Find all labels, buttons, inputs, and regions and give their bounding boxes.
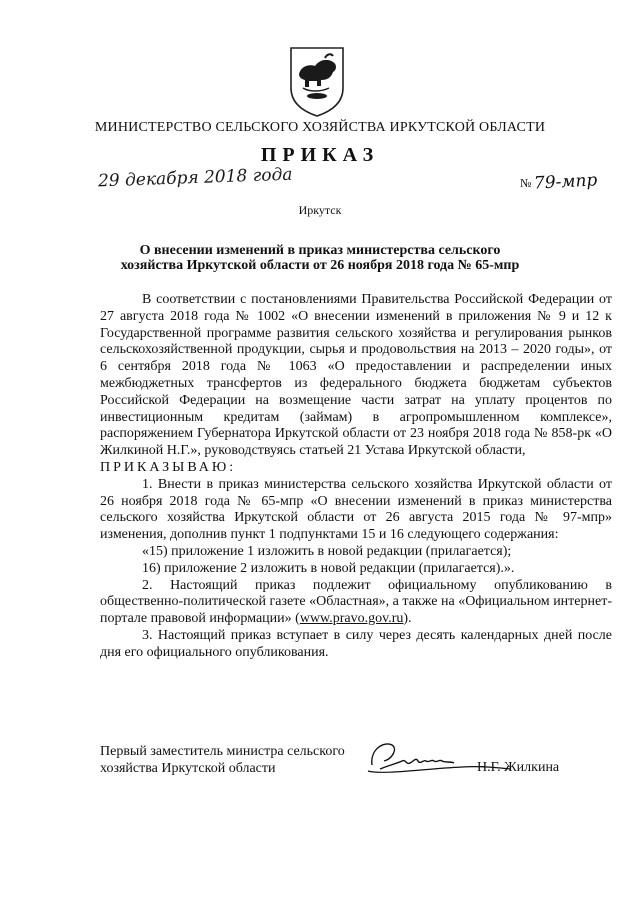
ministry-name: МИНИСТЕРСТВО СЕЛЬСКОГО ХОЗЯЙСТВА ИРКУТСКОЙ ОБЛАСТИ — [94, 120, 546, 135]
item-2-paragraph — [100, 578, 612, 628]
item-2-end: ). — [403, 611, 412, 627]
pravo-gov-link[interactable]: www.pravo.gov.ru — [299, 611, 404, 627]
subitem-16: 16) приложение 2 изложить в новой редакции (прилагается).». — [142, 560, 515, 576]
order-number — [520, 172, 598, 192]
subitem-15: «15) приложение 1 изложить в новой редакции (прилагается); — [142, 543, 512, 559]
position-line-2: хозяйства Иркутской области — [100, 761, 276, 776]
position-line-1: Первый заместитель министра сельского — [100, 744, 345, 759]
handwritten-date: 29 декабря 2018 года — [97, 164, 293, 192]
handwritten-number: 79-мпр — [533, 170, 599, 194]
preamble-paragraph: В соответствии с постановлениями Правительства Российской Федерации от 27 августа 2018 года № 1002 «О внесении изменений в приложения № 9 и 12 к Государственной программе развития сельского хозяйства и регулирования рынков сельскохозяйственной продукции, сырья и продовольствия на 2013 – 2020 годы», от 6 сентября 2018 года № 1063 «О предоставлении и распределении иных межбюджетных трансфертов из федерального бюджета бюджетам субъектов Российской Федерации на возмещение части затрат на уплату процентов по инвестиционным кредитам (займам) в агропромышленном комплексе», распоряжением Губернатора Иркутской области от 23 ноября 2018 года № 858-рк «О Жилкиной Н.Г.», руководствуясь статьей 21 Устава Иркутской области, — [100, 292, 612, 459]
item-1-paragraph: 1. Внести в приказ министерства сельского хозяйства Иркутской области от 26 ноября 2018 года № 65-мпр «О внесении изменений в приказ министерства сельского хозяйства Иркутской области от 26 августа 2015 года № 97-мпр» изменения, дополнив пункт 1 подпунктами 15 и 16 следующего содержания: — [100, 476, 612, 543]
coat-of-arms-emblem — [287, 44, 347, 118]
order-subject: О внесении изменений в приказ министерства сельского хозяйства Иркутской области от 26 ноября 2018 года № 65-мпр — [120, 243, 520, 273]
item-3-paragraph: 3. Настоящий приказ вступает в силу через десять календарных дней после дня его официального опубликования. — [100, 627, 612, 660]
signatory-position — [100, 743, 345, 777]
order-body — [100, 292, 612, 662]
number-sign: № — [520, 176, 532, 190]
prikazyvayu-heading: ПРИКАЗЫВАЮ: — [100, 459, 237, 475]
document-type-title: ПРИКАЗ — [260, 144, 380, 166]
item-2-text: 2. Настоящий приказ подлежит официальному опубликованию в общественно-политической газете «Областная», а также на «Официальном интернет-портале правовой информации» ( — [100, 577, 612, 627]
city-name: Иркутск — [298, 203, 342, 217]
signatory-name: Н.Г. Жилкина — [477, 760, 560, 775]
